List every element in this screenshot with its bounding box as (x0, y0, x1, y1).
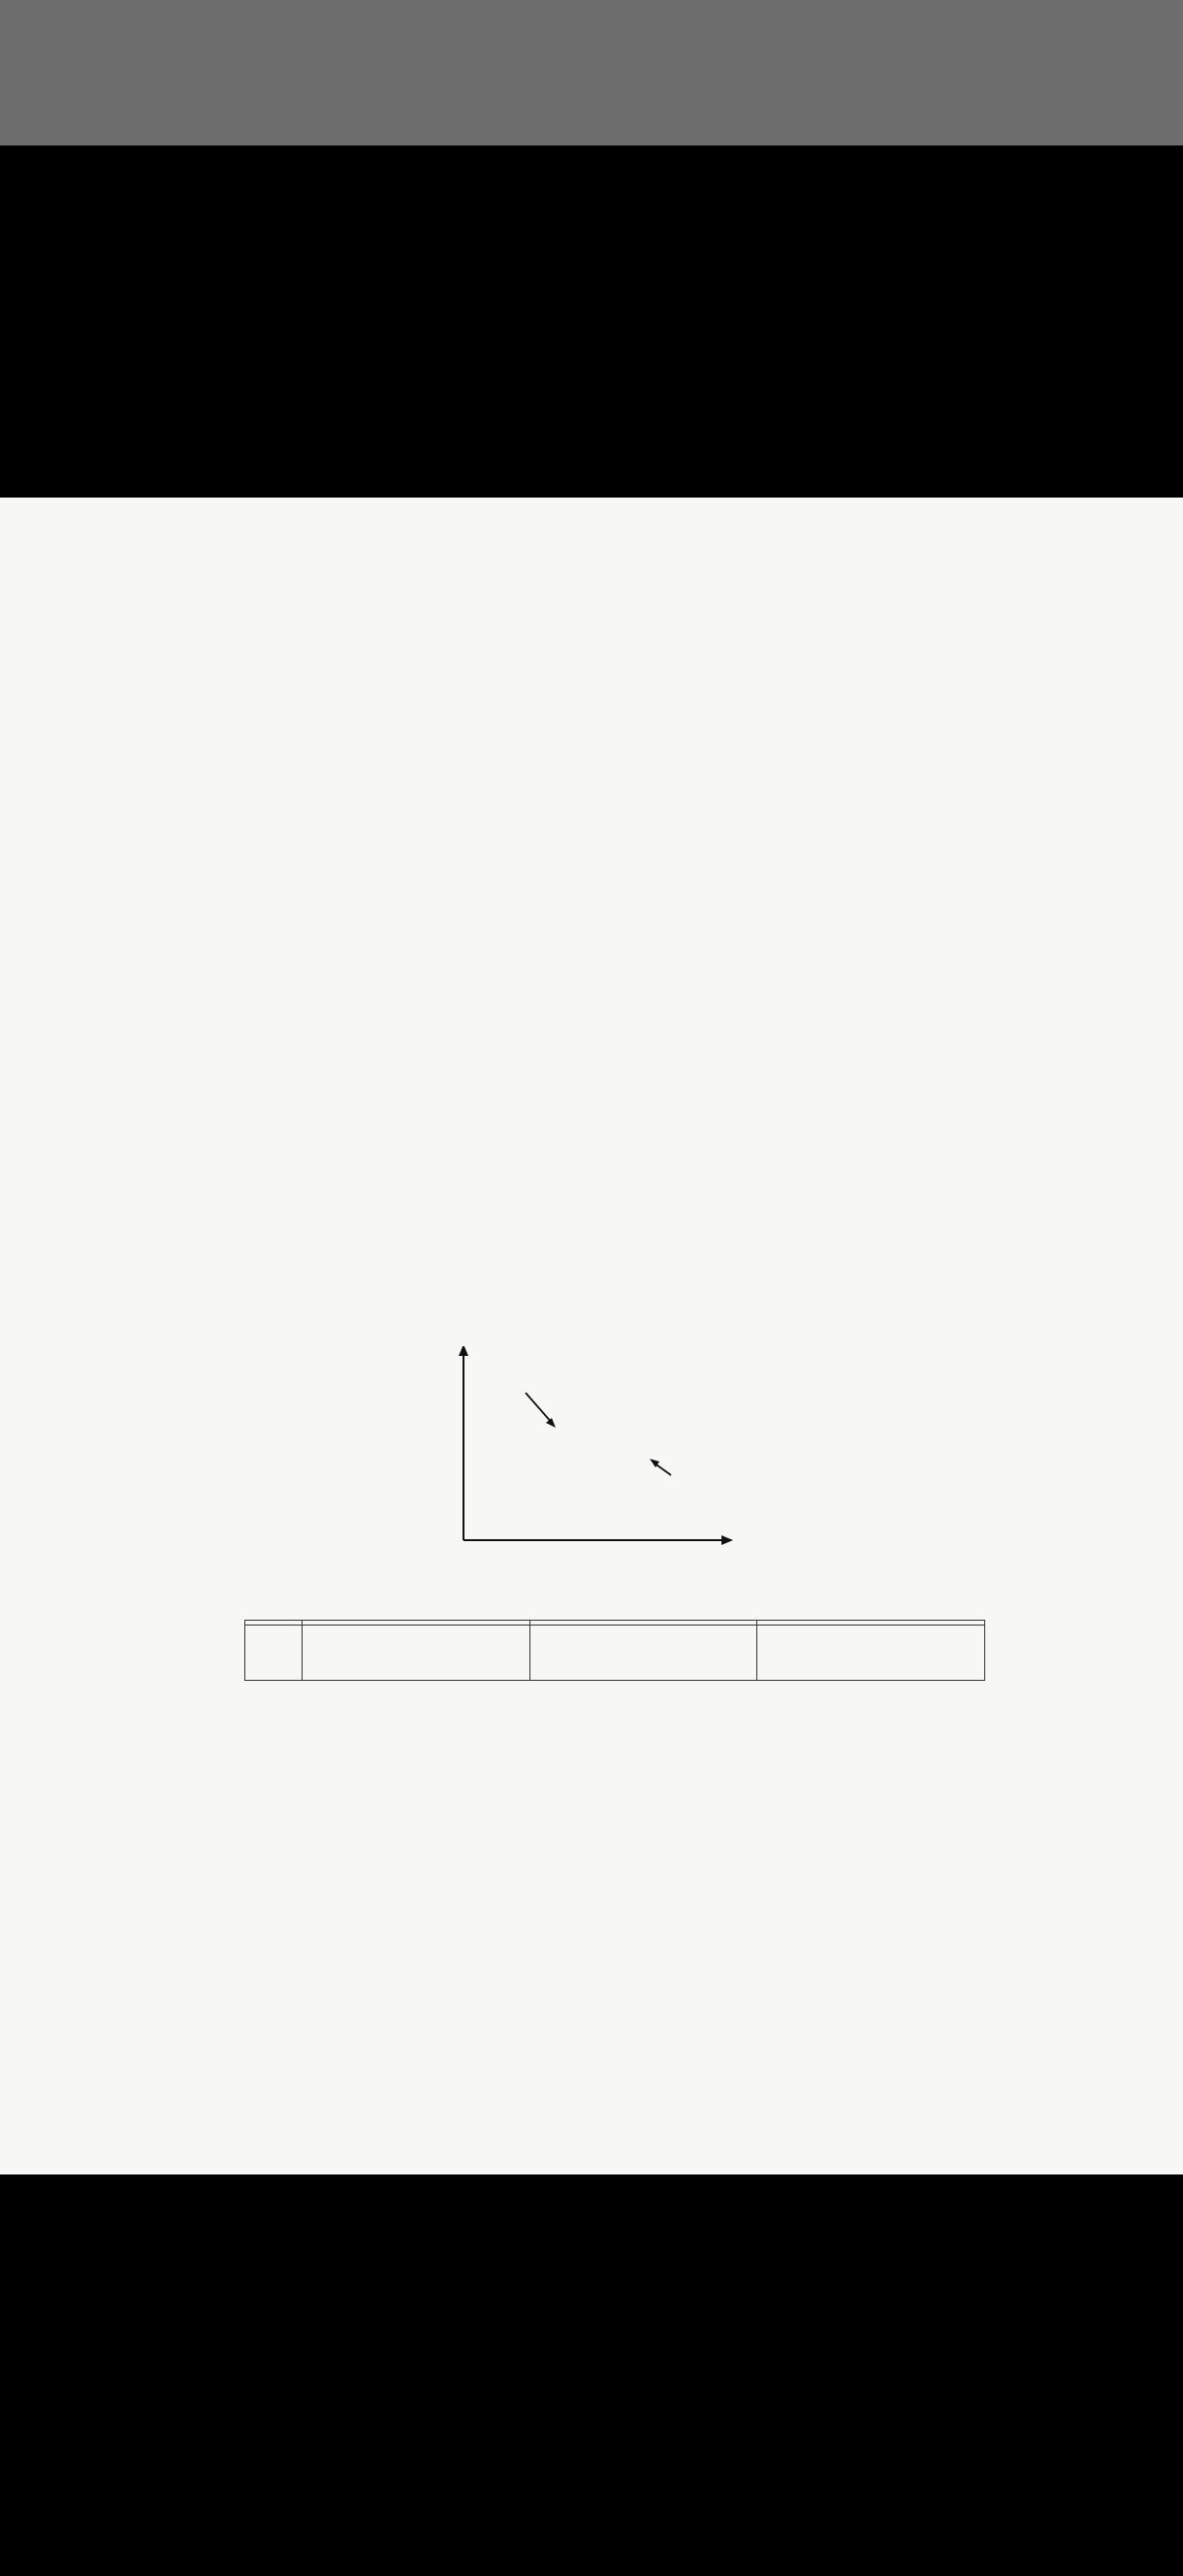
codon-table-row (245, 1626, 985, 1681)
document-page[interactable] (0, 498, 1183, 2174)
codons-threonine (303, 1626, 530, 1681)
x-axis (464, 1535, 733, 1545)
oxygen-lactate-chart (417, 1346, 737, 1555)
y-axis (459, 1346, 468, 1540)
status-bar (0, 0, 1183, 145)
codons-valine (529, 1626, 757, 1681)
o2-label-arrow (526, 1393, 553, 1424)
codons-alanine (757, 1626, 985, 1681)
codon-methionine (245, 1626, 303, 1681)
o2-arrowhead (546, 1418, 556, 1428)
viewer-top-bar (0, 145, 1183, 498)
codon-table (244, 1620, 985, 1681)
